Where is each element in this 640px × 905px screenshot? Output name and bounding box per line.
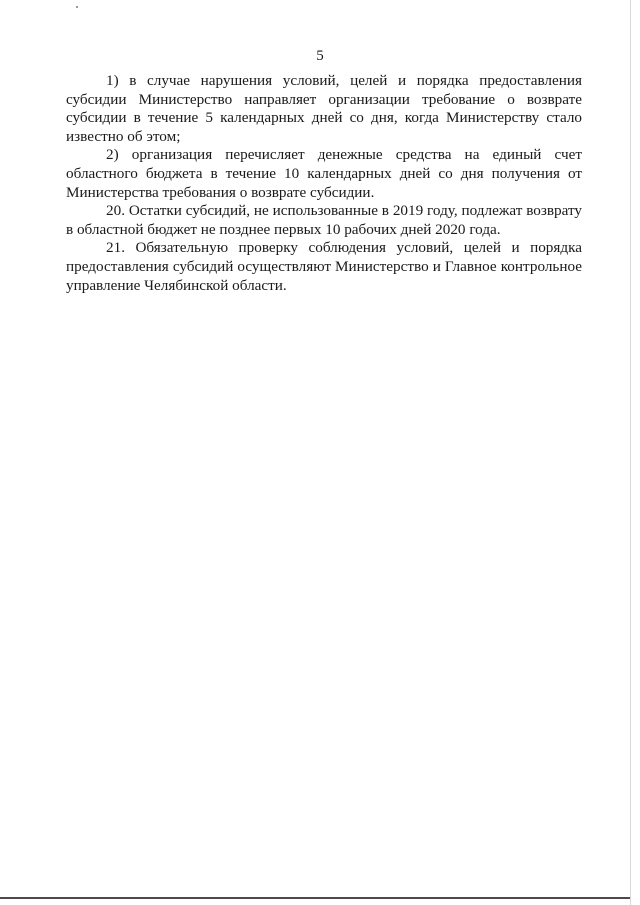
paragraph-subsidy-violation: 1) в случае нарушения условий, целей и порядка предоставления субсидии Министерство направляет организации требование о возврате субсидии в течение 5 календарных дней со дня, когда Министерству стало известно об этом; — [66, 72, 582, 145]
paragraph-clause-21: 21. Обязательную проверку соблюдения условий, целей и порядка предоставления субсидий осуществляют Министерство и Главное контрольное управление Челябинской области. — [66, 239, 582, 294]
document-body — [66, 72, 582, 295]
right-scan-edge — [630, 0, 631, 905]
paragraph-funds-transfer: 2) организация перечисляет денежные средства на единый счет областного бюджета в течение 10 календарных дней со дня получения от Министерства требования о возврате субсидии. — [66, 146, 582, 201]
paragraph-clause-20: 20. Остатки субсидий, не использованные в 2019 году, подлежат возврату в областной бюджет не позднее первых 10 рабочих дней 2020 года. — [66, 202, 582, 238]
scan-speck — [76, 6, 78, 8]
bottom-scan-edge — [0, 897, 630, 899]
page-number: 5 — [316, 48, 324, 64]
